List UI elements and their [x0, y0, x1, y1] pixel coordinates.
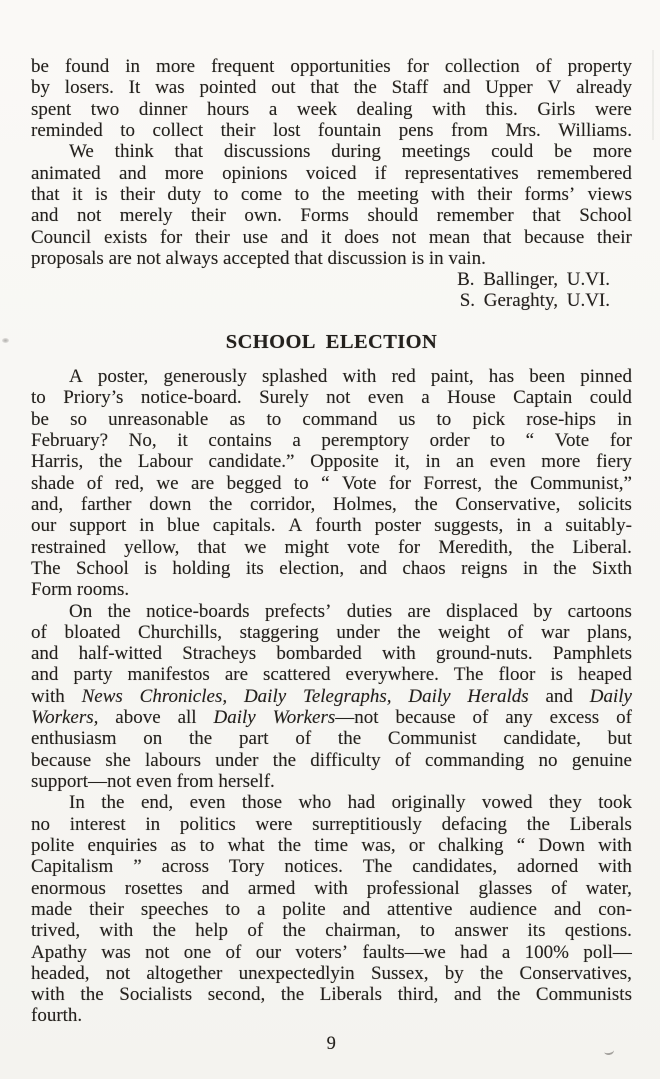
text-line: by losers. It was pointed out that the Staff and Upper V already [31, 77, 632, 99]
text-line: and not merely their own. Forms should remember that School [31, 205, 632, 227]
council-report-continuation-paragraph [31, 56, 632, 141]
text-line: enthusiasm on the part of the Communist candidate, but [31, 728, 632, 750]
text-line: Capitalism ” across Tory notices. The candidates, adorned with [31, 856, 632, 878]
scan-speck [2, 338, 9, 343]
text-line: animated and more opinions voiced if representatives remembered [31, 162, 632, 184]
text-line: fourth. [31, 1005, 83, 1027]
text-line: On the notice-boards prefects’ duties are displaced by cartoons [69, 600, 632, 622]
text-line: Council exists for their use and it does not mean that because their [31, 226, 632, 248]
signature-line: S. Geraghty, U.VI. [459, 290, 610, 312]
text-line: spent two dinner hours a week dealing with this. Girls were [31, 98, 632, 120]
school-election-paragraph-1 [31, 366, 632, 600]
text-line: The School is holding its election, and chaos reigns in the Sixth [31, 557, 632, 579]
text-line: reminded to collect their lost fountain pens from Mrs. Williams. [31, 119, 632, 141]
text-line: because she labours under the difficulty of commanding no genuine [31, 749, 632, 771]
council-report-closing-paragraph [31, 141, 632, 269]
text-line: A poster, generously splashed with red paint, has been pinned [69, 366, 632, 388]
text-line: shade of red, we are begged to “ Vote for Forrest, the Communist,” [31, 472, 632, 494]
text-line: polite enquiries as to what the time was, or chalking “ Down with [31, 834, 632, 856]
text-line: Form rooms. [31, 579, 130, 601]
text-column [31, 56, 632, 1055]
text-line: enormous rosettes and armed with professional glasses of water, [31, 877, 632, 899]
scan-streak [652, 50, 654, 140]
signature-block [31, 269, 632, 312]
text-line: and half-witted Stracheys bombarded with ground-nuts. Pamphlets [31, 643, 632, 665]
text-line: Workers, above all Daily Workers—not because of any excess of [31, 707, 632, 729]
text-line: Apathy was not one of our voters’ faults—we had a 100% poll— [31, 941, 632, 963]
signature-line: B. Ballinger, U.VI. [457, 269, 610, 291]
text-line: no interest in politics were surreptitiously defacing the Liberals [31, 813, 632, 835]
text-line: that it is their duty to come to the meeting with their forms’ views [31, 183, 632, 205]
text-line: proposals are not always accepted that discussion is in vain. [31, 247, 486, 269]
text-line: be found in more frequent opportunities for collection of property [31, 56, 632, 77]
text-line: with News Chronicles, Daily Telegraphs, Daily Heralds and Daily [31, 685, 632, 707]
text-line: In the end, even those who had originally vowed they took [69, 792, 632, 814]
text-line: Harris, the Labour candidate.” Opposite it, in an even more fiery [31, 451, 632, 473]
text-line: with the Socialists second, the Liberals third, and the Communists [31, 984, 632, 1006]
text-line: restrained yellow, that we might vote for Meredith, the Liberal. [31, 536, 632, 558]
text-line: our support in blue capitals. A fourth poster suggests, in a suitably- [31, 515, 632, 537]
school-election-paragraph-2 [31, 601, 632, 793]
text-line: and, farther down the corridor, Holmes, the Conservative, solicits [31, 493, 632, 515]
text-line: of bloated Churchills, staggering under the weight of war plans, [31, 621, 632, 643]
article-heading: SCHOOL ELECTION [225, 330, 438, 353]
text-line: made their speeches to a polite and attentive audience and con- [31, 898, 632, 920]
text-line: headed, not altogether unexpectedlyin Sussex, by the Conservatives, [31, 962, 632, 984]
text-line: February? No, it contains a peremptory order to “ Vote for [31, 430, 632, 451]
school-election-paragraph-3 [31, 792, 632, 1026]
text-line: support—not even from herself. [31, 771, 275, 792]
page-number: 9 [326, 1033, 337, 1054]
text-line: and party manifestos are scattered everywhere. The floor is heaped [31, 664, 632, 686]
text-line: be so unreasonable as to command us to pick rose-hips in [31, 408, 632, 430]
text-line: to Priory’s notice-board. Surely not even a House Captain could [31, 387, 632, 409]
text-line: We think that discussions during meetings could be more [69, 141, 632, 163]
text-line: trived, with the help of the chairman, to answer its qestions. [31, 920, 632, 942]
